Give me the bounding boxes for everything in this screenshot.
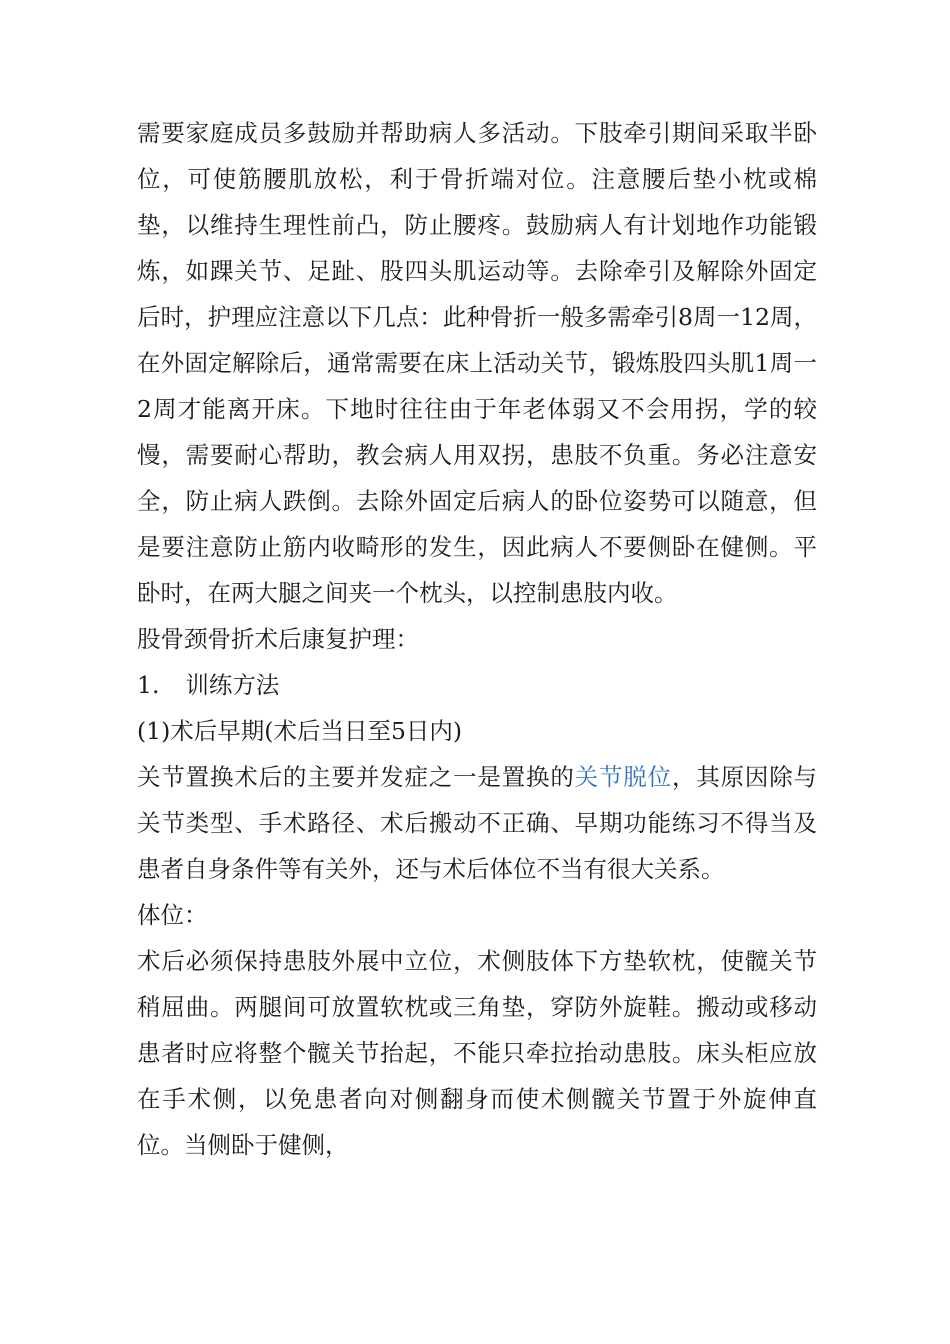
paragraph-body-position: 术后必须保持患肢外展中立位，术侧肢体下方垫软枕，使髋关节稍屈曲。两腿间可放置软枕或三角垫，穿防外旋鞋。搬动或移动患者时应将整个髋关节抬起，不能只牵拉抬动患肢。床头柜应放在手术侧，以免患者向对侧翻身而使术侧髋关节置于外旋伸直位。当侧卧于健侧， bbox=[137, 947, 817, 1159]
document-body bbox=[137, 110, 817, 1168]
list-number: 1. bbox=[137, 671, 160, 699]
heading-body-position: 体位： bbox=[137, 901, 208, 929]
list-item-training-method bbox=[137, 662, 817, 708]
paragraph-traction-care: 需要家庭成员多鼓励并帮助病人多活动。下肢牵引期间采取半卧位，可使筋腰肌放松，利于骨折端对位。注意腰后垫小枕或棉垫，以维持生理性前凸，防止腰疼。鼓励病人有计划地作功能锻炼，如踝关节、足趾、股四头肌运动等。去除牵引及解除外固定后时，护理应注意以下几点：此种骨折一般多需牵引8周一12周，在外固定解除后，通常需要在床上活动关节，锻炼股四头肌1周一2周才能离开床。下地时往往由于年老体弱又不会用拐，学的较慢，需要耐心帮助，教会病人用双拐，患肢不负重。务必注意安全，防止病人跌倒。去除外固定后病人的卧位姿势可以随意，但是要注意防止筋内收畸形的发生，因此病人不要侧卧在健侧。平卧时，在两大腿之间夹一个枕头，以控制患肢内收。 bbox=[137, 119, 817, 607]
paragraph-dislocation-text-2: ，其原因除与关节类型、手术路径、术后搬动不正确、早期功能练习不得当及患者自身条件等有关外，还与术后体位不当有很大关系。 bbox=[137, 763, 818, 883]
joint-dislocation-link[interactable]: 关节脱位 bbox=[574, 763, 672, 791]
paragraph-dislocation-text-1: 关节置换术后的主要并发症之一是置换的 bbox=[137, 763, 575, 791]
paragraph-dislocation bbox=[137, 754, 817, 892]
subheading-early-postoperative: (1)术后早期(术后当日至5日内) bbox=[137, 717, 463, 745]
heading-postoperative-rehab: 股骨颈骨折术后康复护理： bbox=[137, 625, 419, 653]
list-item-label: 训练方法 bbox=[185, 671, 280, 699]
